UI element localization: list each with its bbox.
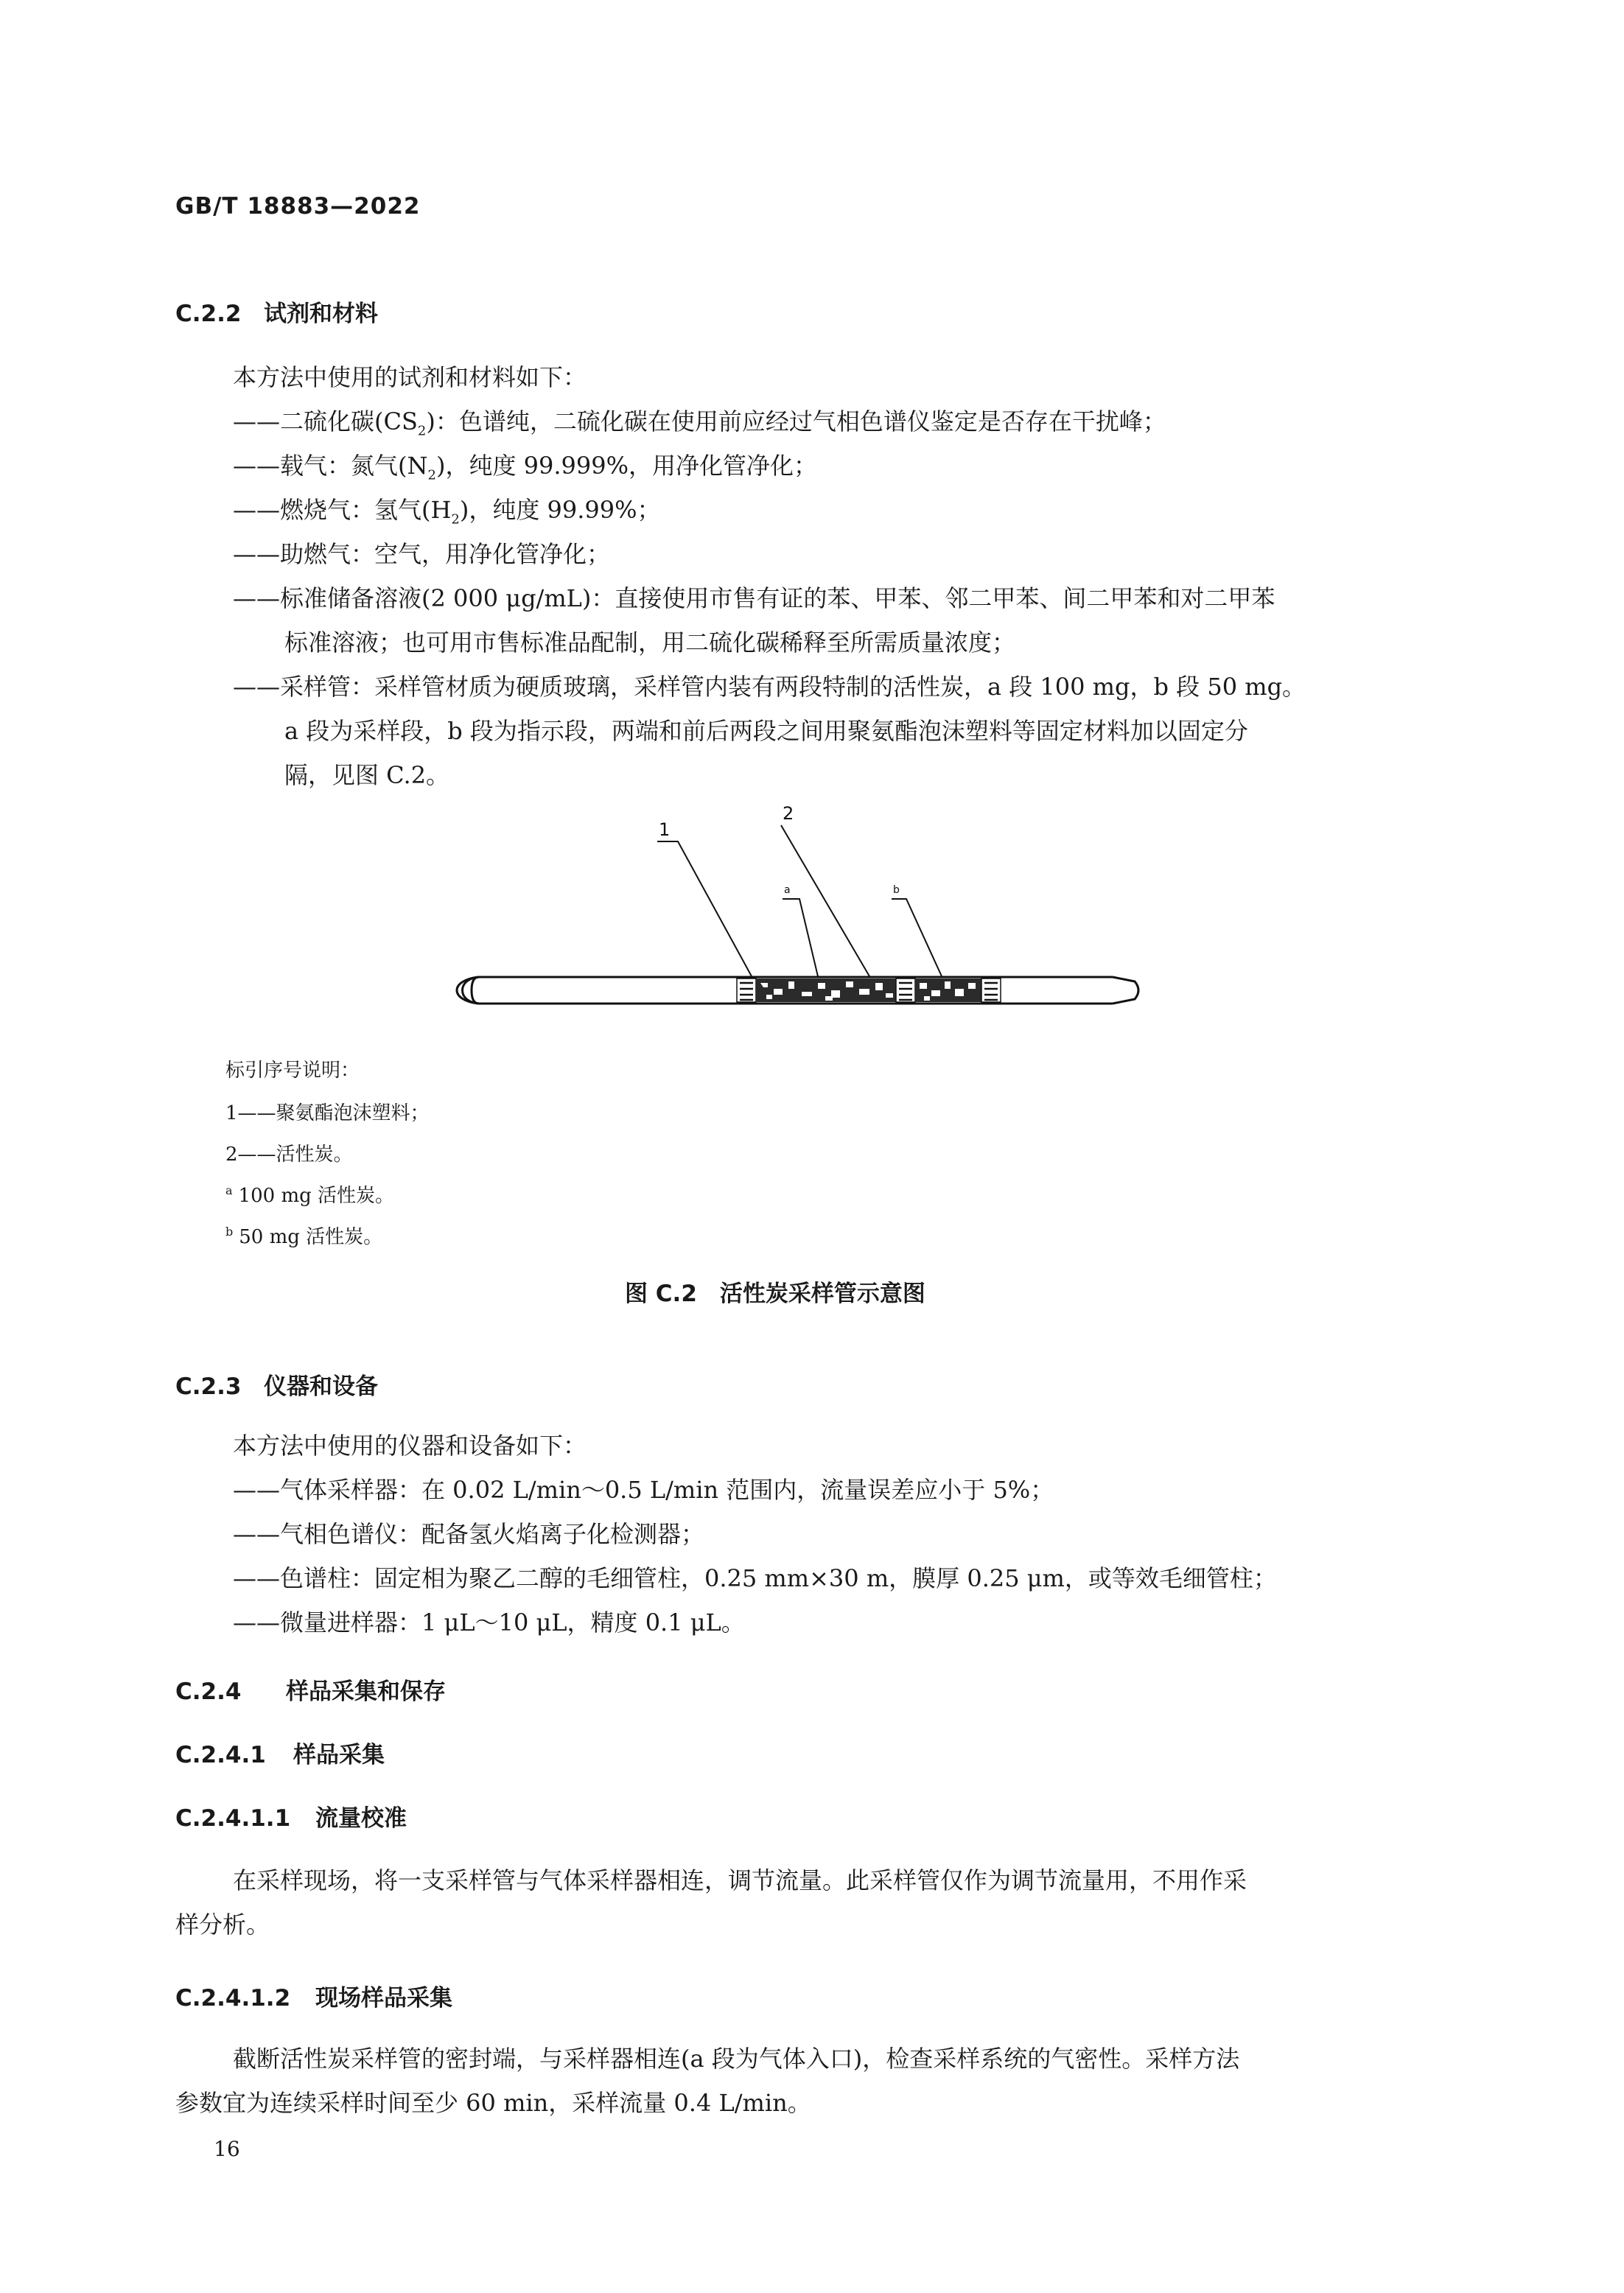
leader-line-2 <box>781 825 869 976</box>
section-number: C.2.4 <box>175 1678 242 1705</box>
leader-line-1 <box>657 841 752 976</box>
sampling-tube-diagram <box>442 796 1179 1039</box>
list-item-sampling-tube: ——采样管：采样管材质为硬质玻璃，采样管内装有两段特制的活性炭，a 段 100 mg，b 段 50 mg。 <box>233 673 1306 701</box>
foam-plug-middle <box>896 979 915 1002</box>
list-item-cs2: ——二硫化碳$(CS_2)$：色谱纯，二硫化碳在使用前应经过气相色谱仪鉴定是否存在干扰峰； <box>233 407 1166 439</box>
carbon-section-a <box>756 979 896 1002</box>
c2412-paragraph-line1: 截断活性炭采样管的密封端，与采样器相连(a 段为气体入口)，检查采样系统的气密性。采样方法 <box>233 2045 1240 2073</box>
callout-2: 2 <box>783 803 794 824</box>
c2411-paragraph-line1: 在采样现场，将一支采样管与气体采样器相连，调节流量。此采样管仅作为调节流量用，不用作采 <box>233 1866 1247 1894</box>
section-title: 试剂和材料 <box>264 301 378 327</box>
section-title: 样品采集和保存 <box>286 1678 446 1705</box>
section-c24-heading <box>175 1673 446 1706</box>
standard-number: GB/T 18883—2022 <box>175 193 421 220</box>
section-c22-heading <box>175 295 378 328</box>
list-item-gas-sampler: ——气体采样器：在 0.02 L/min～0.5 L/min 范围内，流量误差应小于 5%； <box>233 1476 1054 1504</box>
section-c241-heading <box>175 1736 385 1769</box>
foam-plug-right <box>981 979 1001 1002</box>
footnote-b: $^b$ 50 mg 活性炭。 <box>225 1225 383 1248</box>
section-number: C.2.4.1.1 <box>175 1805 291 1832</box>
legend-item-1: 1——聚氨酯泡沫塑料； <box>225 1102 430 1124</box>
section-title: 样品采集 <box>293 1742 385 1768</box>
section-c2411-heading <box>175 1799 407 1832</box>
section-c23-intro: 本方法中使用的仪器和设备如下： <box>233 1432 587 1460</box>
list-item-sampling-tube-cont2: 隔，见图 C.2。 <box>284 761 450 789</box>
list-item-sampling-tube-cont1: a 段为采样段，b 段为指示段，两端和前后两段之间用聚氨酯泡沫塑料等固定材料加以固定分 <box>284 717 1248 745</box>
callout-1: 1 <box>659 819 671 840</box>
leader-line-b <box>892 899 942 976</box>
foam-plug-left <box>737 979 756 1002</box>
section-c2412-heading <box>175 1979 452 2012</box>
tube-right-tip <box>1113 977 1138 1004</box>
legend-title: 标引序号说明： <box>225 1060 360 1082</box>
c2411-paragraph-line2: 样分析。 <box>175 1911 270 1939</box>
legend-item-2: 2——活性炭。 <box>225 1144 353 1166</box>
section-number: C.2.4.1 <box>175 1742 266 1768</box>
callout-a: a <box>784 884 791 896</box>
list-item-standard-solution: ——标准储备溶液(2 000 μg/mL)：直接使用市售有证的苯、甲苯、邻二甲苯、间二甲苯和对二甲苯 <box>233 584 1275 612</box>
footnote-a: $^a$ 100 mg 活性炭。 <box>225 1183 395 1207</box>
carbon-section-b <box>915 979 981 1002</box>
list-item-fuel-gas: ——燃烧气：氢气$(H_2)$，纯度 99.99%； <box>233 496 661 528</box>
c2412-paragraph-line2: 参数宜为连续采样时间至少 60 min，采样流量 0.4 L/min。 <box>175 2089 811 2117</box>
section-number: C.2.3 <box>175 1373 242 1400</box>
list-item-gas-chromatograph: ——气相色谱仪：配备氢火焰离子化检测器； <box>233 1520 705 1548</box>
page-number: 16 <box>214 2137 240 2161</box>
leader-line-a <box>783 899 818 976</box>
section-c22-intro: 本方法中使用的试剂和材料如下： <box>233 363 587 391</box>
list-item-column: ——色谱柱：固定相为聚乙二醇的毛细管柱，0.25 mm×30 m，膜厚 0.25 μm，或等效毛细管柱； <box>233 1564 1277 1592</box>
section-title: 仪器和设备 <box>264 1373 378 1400</box>
section-title: 现场样品采集 <box>315 1985 452 2012</box>
section-c23-heading <box>175 1368 378 1401</box>
section-title: 流量校准 <box>315 1805 407 1832</box>
list-item-microsyringe: ——微量进样器：1 μL～10 μL，精度 0.1 μL。 <box>233 1608 745 1636</box>
section-number: C.2.4.1.2 <box>175 1985 291 2012</box>
list-item-support-gas: ——助燃气：空气，用净化管净化； <box>233 540 611 568</box>
callout-b: b <box>893 884 900 896</box>
list-item-standard-solution-cont: 标准溶液；也可用市售标准品配制，用二硫化碳稀释至所需质量浓度； <box>284 629 1016 657</box>
figure-caption: 图 C.2 活性炭采样管示意图 <box>625 1281 925 1307</box>
section-number: C.2.2 <box>175 301 242 327</box>
list-item-carrier-gas: ——载气：氮气$(N_2)$，纯度 99.999%，用净化管净化； <box>233 452 817 483</box>
